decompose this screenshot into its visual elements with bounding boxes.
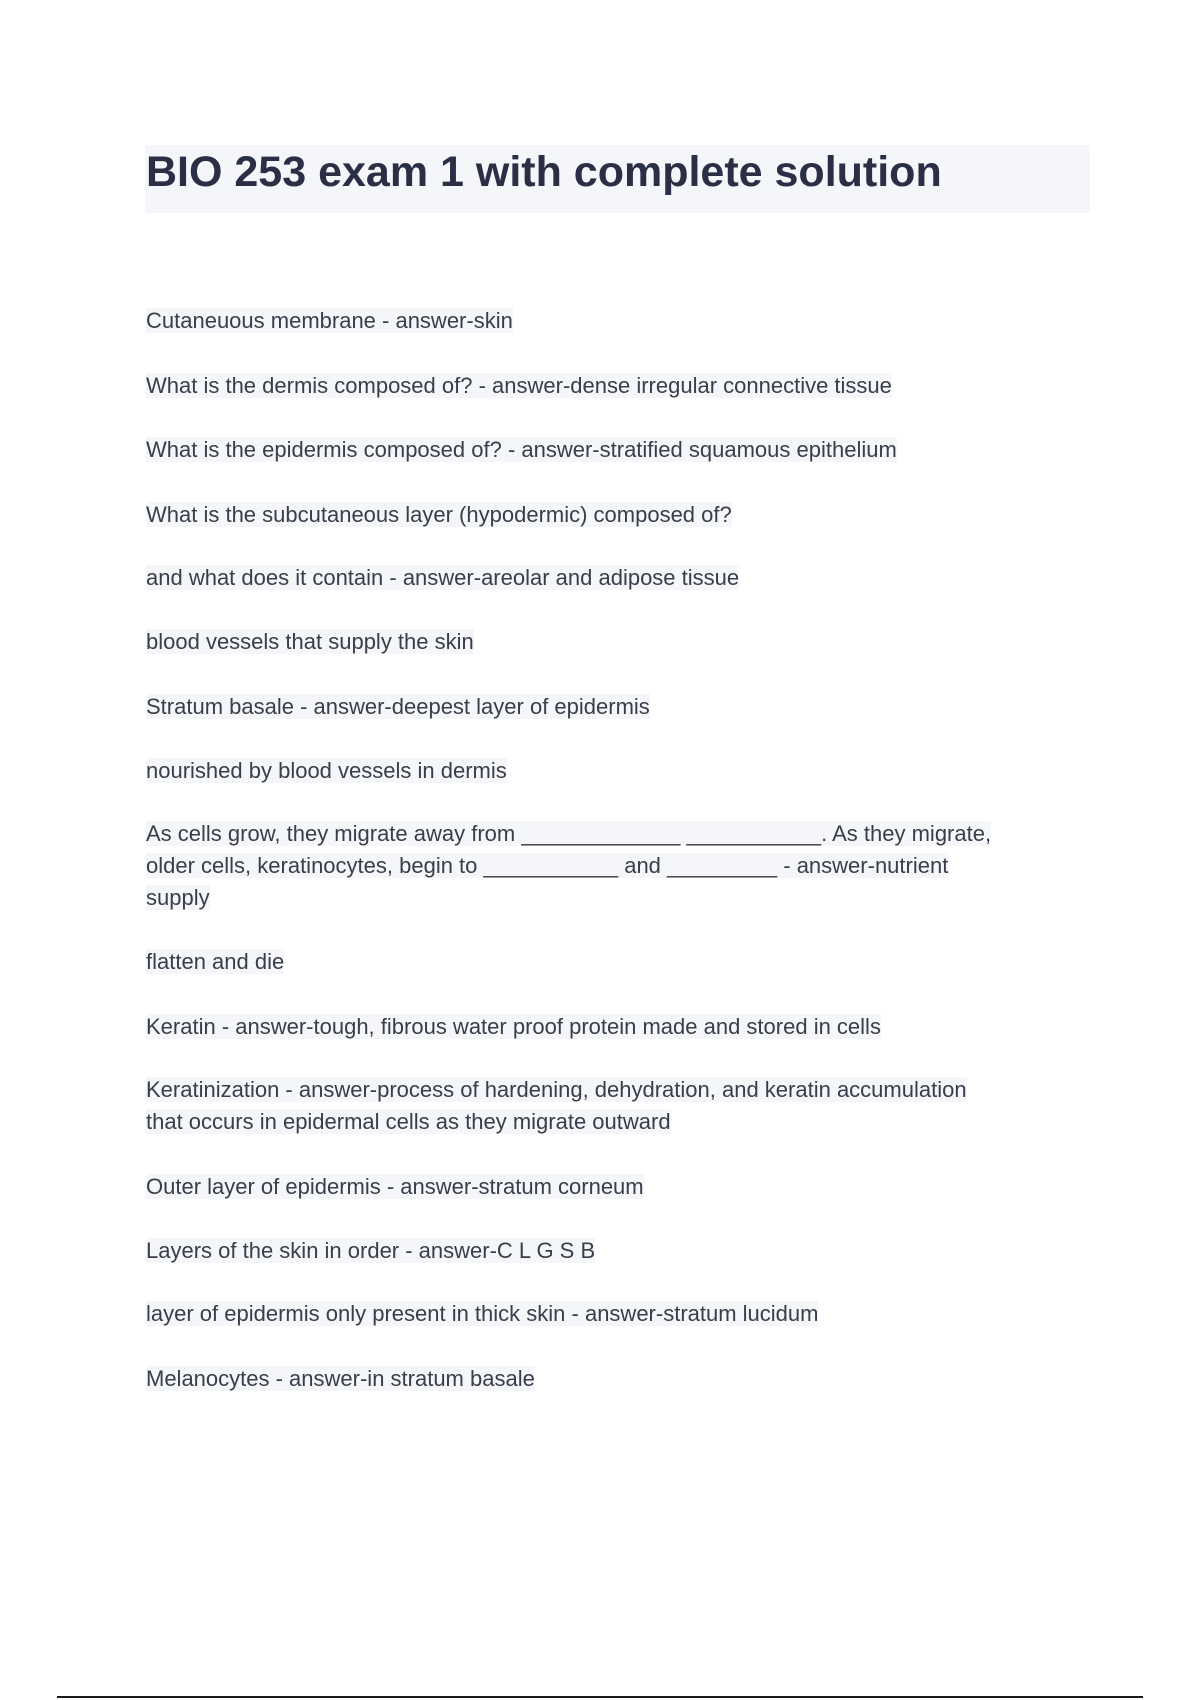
qa-item-text: Keratin - answer-tough, fibrous water proof protein made and stored in cells	[146, 1014, 881, 1039]
qa-item	[146, 1011, 881, 1043]
qa-item-text: that occurs in epidermal cells as they migrate outward	[146, 1109, 671, 1134]
qa-item-text: Layers of the skin in order - answer-C L G S B	[146, 1238, 596, 1263]
qa-item-text: layer of epidermis only present in thick skin - answer-stratum lucidum	[146, 1301, 819, 1326]
qa-item-text: Cutaneuous membrane - answer-skin	[146, 308, 513, 333]
qa-item-text: As cells grow, they migrate away from _____________ ___________. As they migrate,	[146, 821, 992, 846]
qa-item-line	[146, 882, 210, 914]
qa-item-text: blood vessels that supply the skin	[146, 629, 474, 654]
qa-item-text: Stratum basale - answer-deepest layer of epidermis	[146, 694, 650, 719]
qa-item-line	[146, 1074, 967, 1106]
qa-item-line	[146, 1106, 671, 1138]
qa-item-text: What is the subcutaneous layer (hypodermic) composed of?	[146, 502, 732, 527]
qa-item-line	[146, 850, 948, 882]
qa-item	[146, 691, 650, 723]
qa-item-text: older cells, keratinocytes, begin to ___________ and _________ - answer-nutrient	[146, 853, 949, 878]
qa-item	[146, 1235, 595, 1267]
qa-item	[146, 562, 739, 594]
qa-item-line	[146, 818, 991, 850]
qa-item-text: flatten and die	[146, 949, 285, 974]
document-title: BIO 253 exam 1 with complete solution	[146, 148, 942, 196]
qa-item-text: Outer layer of epidermis - answer-stratum corneum	[146, 1174, 644, 1199]
qa-item-text: What is the dermis composed of? - answer-dense irregular connective tissue	[146, 373, 892, 398]
qa-item-text: Keratinization - answer-process of hardening, dehydration, and keratin accumulation	[146, 1077, 967, 1102]
qa-item	[146, 370, 892, 402]
qa-item	[146, 1298, 818, 1330]
qa-item-text: supply	[146, 885, 210, 910]
qa-item-text: Melanocytes - answer-in stratum basale	[146, 1366, 535, 1391]
qa-item	[146, 499, 732, 531]
qa-item	[146, 946, 284, 978]
qa-item-text: What is the epidermis composed of? - answer-stratified squamous epithelium	[146, 437, 897, 462]
qa-item	[146, 755, 507, 787]
qa-item	[146, 1171, 644, 1203]
qa-item	[146, 434, 897, 466]
footer-divider	[57, 1696, 1143, 1698]
qa-item	[146, 626, 474, 658]
qa-item-text: and what does it contain - answer-areolar and adipose tissue	[146, 565, 740, 590]
qa-item-text: nourished by blood vessels in dermis	[146, 758, 507, 783]
qa-item	[146, 305, 513, 337]
qa-item	[146, 1363, 535, 1395]
